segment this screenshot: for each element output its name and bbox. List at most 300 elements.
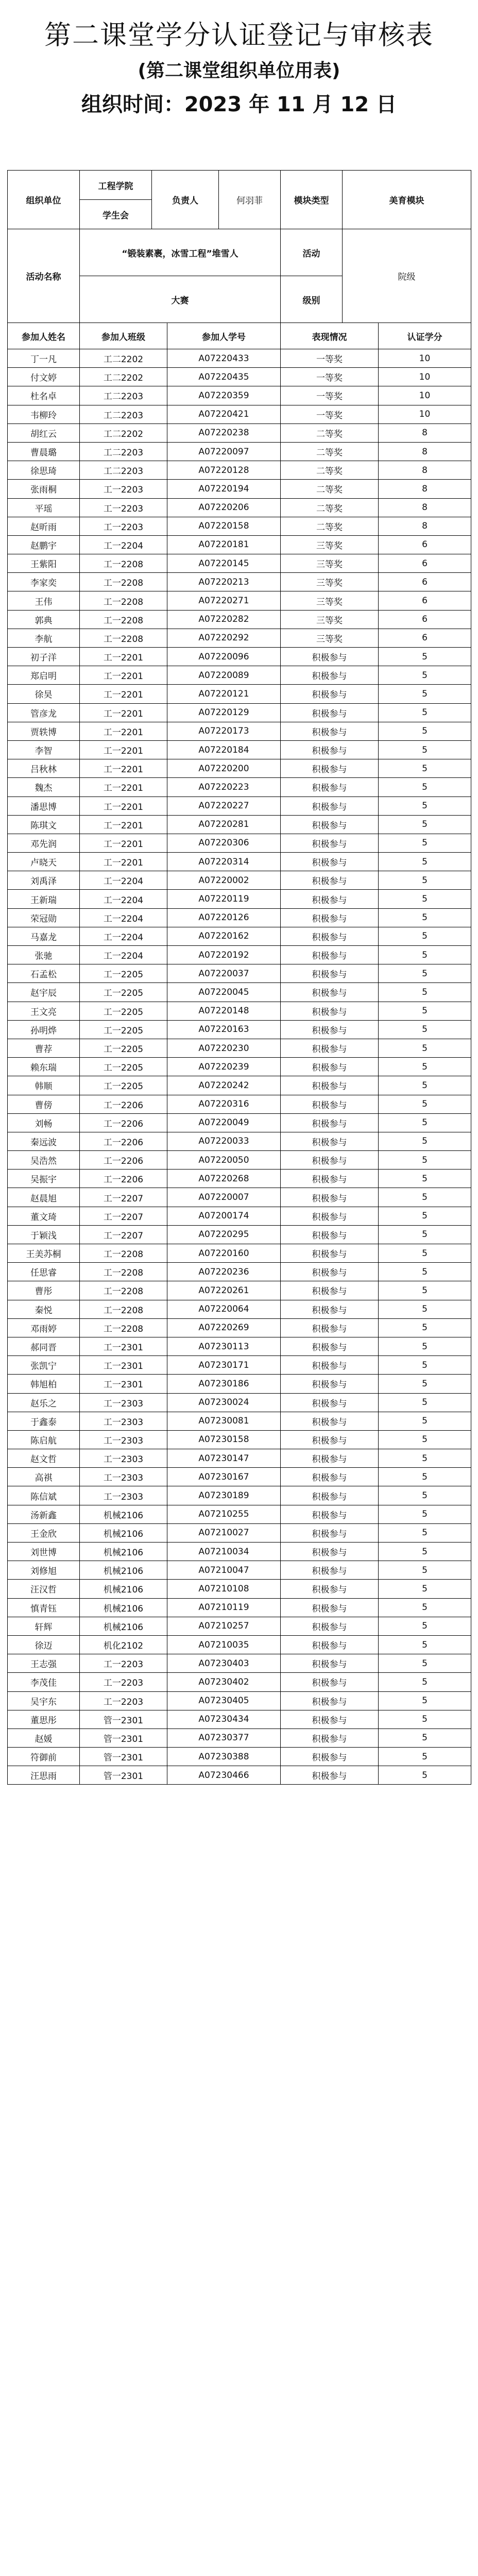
participant-id: A07220281: [167, 815, 281, 834]
table-row: [8, 1207, 471, 1225]
col-credit-header: 认证学分: [379, 323, 471, 349]
participant-performance: 积极参与: [281, 740, 379, 759]
table-row: [8, 1561, 471, 1580]
participant-id: A07230147: [167, 1449, 281, 1468]
participant-name: 孙明烨: [8, 1020, 80, 1039]
participant-class: 工一2204: [80, 946, 167, 964]
participant-credit: 5: [379, 1095, 471, 1113]
table-row: [8, 890, 471, 908]
participant-performance: 积极参与: [281, 796, 379, 815]
participant-name: 王金欣: [8, 1523, 80, 1542]
participant-id: A07220097: [167, 442, 281, 461]
participant-id: A07220037: [167, 964, 281, 983]
participant-credit: 5: [379, 1710, 471, 1728]
participant-name: 卢晓天: [8, 853, 80, 871]
participant-credit: 5: [379, 834, 471, 852]
org-value-1: 工程学院: [80, 171, 152, 200]
table-row: [8, 1002, 471, 1020]
table-row: [8, 1654, 471, 1673]
participant-credit: 5: [379, 946, 471, 964]
participant-class: 工一2201: [80, 778, 167, 796]
participant-id: A07230189: [167, 1486, 281, 1505]
participant-name: 秦悦: [8, 1300, 80, 1318]
participant-id: A07210108: [167, 1580, 281, 1598]
participant-id: A07220033: [167, 1132, 281, 1150]
table-row: [8, 386, 471, 405]
participant-performance: 积极参与: [281, 1617, 379, 1635]
participant-id: A07220007: [167, 1188, 281, 1207]
participant-id: A07210027: [167, 1523, 281, 1542]
participant-name: 曹彤: [8, 1281, 80, 1300]
participant-credit: 6: [379, 535, 471, 554]
participant-id: A07220126: [167, 908, 281, 927]
participant-class: 工一2203: [80, 1654, 167, 1673]
participant-id: A07220213: [167, 573, 281, 591]
leader-label: 负责人: [152, 171, 219, 229]
participant-credit: 5: [379, 1523, 471, 1542]
participant-performance: 积极参与: [281, 1543, 379, 1561]
participant-class: 工一2206: [80, 1132, 167, 1150]
participant-class: 工一2301: [80, 1337, 167, 1355]
participant-credit: 5: [379, 740, 471, 759]
participant-class: 工一2201: [80, 666, 167, 685]
participant-name: 付文婷: [8, 368, 80, 386]
table-row: [8, 1225, 471, 1244]
participant-class: 工一2203: [80, 1691, 167, 1710]
participant-credit: 5: [379, 927, 471, 945]
participant-performance: 积极参与: [281, 1002, 379, 1020]
participant-name: 李家奕: [8, 573, 80, 591]
participant-class: 机械2106: [80, 1543, 167, 1561]
participant-performance: 积极参与: [281, 1468, 379, 1486]
participant-credit: 8: [379, 517, 471, 535]
participant-class: 工一2205: [80, 1020, 167, 1039]
participant-credit: 5: [379, 1468, 471, 1486]
participant-class: 工一2303: [80, 1412, 167, 1430]
participant-id: A07220261: [167, 1281, 281, 1300]
participant-class: 工一2203: [80, 517, 167, 535]
table-row: [8, 554, 471, 573]
participant-performance: 二等奖: [281, 498, 379, 517]
participant-name: 陈信斌: [8, 1486, 80, 1505]
participant-name: 刘修旭: [8, 1561, 80, 1580]
table-row: [8, 1505, 471, 1523]
participant-credit: 5: [379, 1598, 471, 1617]
participant-name: 王志强: [8, 1654, 80, 1673]
participant-id: A07220049: [167, 1113, 281, 1132]
participant-credit: 5: [379, 1673, 471, 1691]
participant-performance: 积极参与: [281, 1598, 379, 1617]
participant-id: A07230167: [167, 1468, 281, 1486]
table-row: [8, 1039, 471, 1057]
participant-performance: 二等奖: [281, 461, 379, 480]
participant-id: A07220316: [167, 1095, 281, 1113]
table-row: [8, 1543, 471, 1561]
participant-name: 赵昕雨: [8, 517, 80, 535]
table-row: [8, 1710, 471, 1728]
participant-name: 董思彤: [8, 1710, 80, 1728]
participant-performance: 积极参与: [281, 1113, 379, 1132]
participant-performance: 积极参与: [281, 1132, 379, 1150]
participant-name: 曹晨璐: [8, 442, 80, 461]
participant-credit: 5: [379, 685, 471, 703]
table-row: [8, 1617, 471, 1635]
participant-class: 工一2206: [80, 1151, 167, 1170]
participant-performance: 积极参与: [281, 1170, 379, 1188]
participant-performance: 积极参与: [281, 1486, 379, 1505]
participant-performance: 积极参与: [281, 1281, 379, 1300]
participant-performance: 积极参与: [281, 1412, 379, 1430]
participant-id: A07220239: [167, 1058, 281, 1076]
participant-credit: 5: [379, 1617, 471, 1635]
participant-id: A07220268: [167, 1170, 281, 1188]
participant-name: 杜名卓: [8, 386, 80, 405]
participant-credit: 5: [379, 1281, 471, 1300]
participant-name: 郭典: [8, 610, 80, 629]
table-row: [8, 1412, 471, 1430]
table-row: [8, 946, 471, 964]
participant-name: 王文亮: [8, 1002, 80, 1020]
participant-performance: 二等奖: [281, 480, 379, 498]
table-row: [8, 1300, 471, 1318]
participant-class: 工一2301: [80, 1356, 167, 1375]
participant-name: 石孟松: [8, 964, 80, 983]
participant-name: 董文琦: [8, 1207, 80, 1225]
participant-id: A07230434: [167, 1710, 281, 1728]
participant-credit: 5: [379, 1654, 471, 1673]
participant-name: 胡红云: [8, 423, 80, 442]
participant-id: A07220096: [167, 648, 281, 666]
participant-name: 陈琪文: [8, 815, 80, 834]
table-row: [8, 685, 471, 703]
participant-name: 韩旭柏: [8, 1375, 80, 1393]
activity-level-label-2: 级别: [281, 276, 343, 323]
participant-id: A07220181: [167, 535, 281, 554]
org-info-table: [7, 170, 471, 229]
participant-credit: 5: [379, 1263, 471, 1281]
participant-credit: 5: [379, 796, 471, 815]
participant-name: 张驰: [8, 946, 80, 964]
participant-name: 李智: [8, 740, 80, 759]
participant-class: 机械2106: [80, 1523, 167, 1542]
participant-performance: 积极参与: [281, 722, 379, 740]
table-row: [8, 1486, 471, 1505]
participant-id: A07220295: [167, 1225, 281, 1244]
participant-performance: 积极参与: [281, 1039, 379, 1057]
table-row: [8, 1691, 471, 1710]
participant-id: A07220129: [167, 703, 281, 722]
participant-class: 工二2203: [80, 461, 167, 480]
participant-credit: 8: [379, 461, 471, 480]
participant-class: 工一2204: [80, 871, 167, 890]
participant-class: 工二2203: [80, 405, 167, 423]
participant-name: 曹荐: [8, 1039, 80, 1057]
participant-class: 工二2202: [80, 423, 167, 442]
participant-credit: 5: [379, 1058, 471, 1076]
table-row: [8, 927, 471, 945]
table-row: [8, 1170, 471, 1188]
participant-class: 工一2203: [80, 480, 167, 498]
participant-credit: 5: [379, 1505, 471, 1523]
participant-class: 工一2207: [80, 1188, 167, 1207]
table-row: [8, 815, 471, 834]
participant-performance: 积极参与: [281, 1673, 379, 1691]
participant-performance: 积极参与: [281, 1580, 379, 1598]
participant-id: A07210255: [167, 1505, 281, 1523]
participant-name: 张雨桐: [8, 480, 80, 498]
participant-credit: 5: [379, 983, 471, 1002]
participant-class: 工二2203: [80, 386, 167, 405]
participant-performance: 一等奖: [281, 386, 379, 405]
participant-credit: 5: [379, 1188, 471, 1207]
participant-id: A07220306: [167, 834, 281, 852]
participant-id: A07230113: [167, 1337, 281, 1355]
participant-class: 工一2206: [80, 1113, 167, 1132]
participant-performance: 积极参与: [281, 908, 379, 927]
participant-credit: 5: [379, 778, 471, 796]
col-performance-header: 表现情况: [281, 323, 379, 349]
participant-credit: 5: [379, 1561, 471, 1580]
participant-id: A07230171: [167, 1356, 281, 1375]
table-row: [8, 517, 471, 535]
participant-performance: 三等奖: [281, 535, 379, 554]
participant-performance: 三等奖: [281, 591, 379, 610]
participant-credit: 5: [379, 1170, 471, 1188]
participant-id: A07220206: [167, 498, 281, 517]
participant-class: 工一2201: [80, 796, 167, 815]
table-row: [8, 871, 471, 890]
participant-class: 工一2203: [80, 498, 167, 517]
participant-performance: 积极参与: [281, 815, 379, 834]
table-row: [8, 648, 471, 666]
participant-credit: 10: [379, 405, 471, 423]
participant-id: A07210257: [167, 1617, 281, 1635]
table-row: [8, 1095, 471, 1113]
participant-credit: 5: [379, 722, 471, 740]
table-row: [8, 629, 471, 647]
participant-name: 汪汉哲: [8, 1580, 80, 1598]
participant-performance: 积极参与: [281, 1430, 379, 1449]
participant-name: 刘禹泽: [8, 871, 80, 890]
participant-name: 汤新鑫: [8, 1505, 80, 1523]
participant-id: A07220282: [167, 610, 281, 629]
table-row: [8, 1728, 471, 1747]
participant-name: 郝同晋: [8, 1337, 80, 1355]
participant-class: 工二2203: [80, 442, 167, 461]
participant-id: A07220192: [167, 946, 281, 964]
participant-performance: 积极参与: [281, 666, 379, 685]
participant-id: A07220128: [167, 461, 281, 480]
table-row: [8, 1635, 471, 1654]
participant-name: 赵鹏宇: [8, 535, 80, 554]
participant-name: 王新瑞: [8, 890, 80, 908]
table-row: [8, 423, 471, 442]
participant-id: A07220119: [167, 890, 281, 908]
participant-class: 工一2208: [80, 1263, 167, 1281]
participant-credit: 5: [379, 1691, 471, 1710]
participant-id: A07220194: [167, 480, 281, 498]
participant-id: A07220238: [167, 423, 281, 442]
table-row: [8, 1523, 471, 1542]
participant-credit: 5: [379, 815, 471, 834]
participant-credit: 10: [379, 386, 471, 405]
participant-class: 工一2204: [80, 927, 167, 945]
participant-class: 工一2201: [80, 815, 167, 834]
participant-credit: 5: [379, 1766, 471, 1785]
participant-performance: 三等奖: [281, 554, 379, 573]
activity-info-table: [7, 229, 471, 323]
participant-name: 李茂佳: [8, 1673, 80, 1691]
participant-credit: 5: [379, 1635, 471, 1654]
participant-name: 陈启航: [8, 1430, 80, 1449]
participant-class: 工一2201: [80, 703, 167, 722]
participant-performance: 积极参与: [281, 1058, 379, 1076]
participant-id: A07230403: [167, 1654, 281, 1673]
participant-credit: 5: [379, 1412, 471, 1430]
participant-name: 赵晨旭: [8, 1188, 80, 1207]
participant-performance: 积极参与: [281, 964, 379, 983]
participant-id: A07220173: [167, 722, 281, 740]
participant-name: 韦柳玲: [8, 405, 80, 423]
participant-id: A07220002: [167, 871, 281, 890]
org-value-2: 学生会: [80, 200, 152, 229]
table-row: [8, 1430, 471, 1449]
participant-name: 秦远波: [8, 1132, 80, 1150]
table-row: [8, 703, 471, 722]
participant-credit: 10: [379, 368, 471, 386]
participant-performance: 积极参与: [281, 1300, 379, 1318]
activity-name-label: 活动名称: [8, 229, 80, 323]
participant-performance: 二等奖: [281, 442, 379, 461]
participant-id: A07200174: [167, 1207, 281, 1225]
participant-id: A07220271: [167, 591, 281, 610]
participant-credit: 5: [379, 1244, 471, 1263]
participant-id: A07220158: [167, 517, 281, 535]
table-row: [8, 591, 471, 610]
table-row: [8, 535, 471, 554]
participant-id: A07220223: [167, 778, 281, 796]
participant-performance: 积极参与: [281, 1393, 379, 1412]
participant-name: 吴振宇: [8, 1170, 80, 1188]
participant-id: A07210119: [167, 1598, 281, 1617]
participant-credit: 5: [379, 908, 471, 927]
participant-name: 郑启明: [8, 666, 80, 685]
participant-credit: 5: [379, 1318, 471, 1337]
participant-id: A07210047: [167, 1561, 281, 1580]
participant-id: A07220064: [167, 1300, 281, 1318]
participant-credit: 5: [379, 853, 471, 871]
table-row: [8, 1337, 471, 1355]
page-subtitle: (第二课堂组织单位用表): [138, 60, 340, 81]
participant-id: A07220121: [167, 685, 281, 703]
table-row: [8, 666, 471, 685]
participant-name: 徐思琦: [8, 461, 80, 480]
participant-id: A07230466: [167, 1766, 281, 1785]
table-row: [8, 1393, 471, 1412]
table-row: [8, 1151, 471, 1170]
participant-credit: 5: [379, 1132, 471, 1150]
participant-performance: 积极参与: [281, 1523, 379, 1542]
participant-credit: 5: [379, 1393, 471, 1412]
participant-id: A07230405: [167, 1691, 281, 1710]
col-class-header: 参加人班级: [80, 323, 167, 349]
activity-name-value-1: “锻装素裹，冰雪工程”堆雪人: [80, 229, 281, 276]
table-row: [8, 1076, 471, 1095]
participant-name: 吕秋林: [8, 759, 80, 778]
participant-performance: 积极参与: [281, 946, 379, 964]
participant-name: 邓先润: [8, 834, 80, 852]
participant-performance: 积极参与: [281, 1020, 379, 1039]
participant-name: 贾轶博: [8, 722, 80, 740]
participant-performance: 二等奖: [281, 423, 379, 442]
participant-credit: 5: [379, 666, 471, 685]
participant-performance: 三等奖: [281, 610, 379, 629]
participant-performance: 积极参与: [281, 1151, 379, 1170]
table-row: [8, 1113, 471, 1132]
participant-name: 轩辉: [8, 1617, 80, 1635]
participant-name: 魏杰: [8, 778, 80, 796]
participant-class: 工一2207: [80, 1207, 167, 1225]
participant-class: 工一2205: [80, 983, 167, 1002]
participant-id: A07220242: [167, 1076, 281, 1095]
participant-id: A07220227: [167, 796, 281, 815]
participant-class: 工一2301: [80, 1375, 167, 1393]
participant-credit: 5: [379, 1207, 471, 1225]
participant-name: 任思睿: [8, 1263, 80, 1281]
participant-performance: 积极参与: [281, 890, 379, 908]
participant-performance: 积极参与: [281, 1318, 379, 1337]
participant-name: 高祺: [8, 1468, 80, 1486]
participant-id: A07220160: [167, 1244, 281, 1263]
participant-id: A07220162: [167, 927, 281, 945]
table-row: [8, 1318, 471, 1337]
table-row: [8, 1188, 471, 1207]
participant-id: A07230402: [167, 1673, 281, 1691]
participant-performance: 积极参与: [281, 1710, 379, 1728]
participant-performance: 积极参与: [281, 703, 379, 722]
participant-id: A07220184: [167, 740, 281, 759]
participant-class: 工一2201: [80, 685, 167, 703]
participant-name: 王紫阳: [8, 554, 80, 573]
table-row: [8, 1020, 471, 1039]
participant-class: 机械2106: [80, 1561, 167, 1580]
participant-id: A07220145: [167, 554, 281, 573]
table-row: [8, 964, 471, 983]
participant-performance: 积极参与: [281, 648, 379, 666]
participant-credit: 5: [379, 890, 471, 908]
participant-class: 工一2206: [80, 1095, 167, 1113]
participant-credit: 6: [379, 591, 471, 610]
participant-class: 工一2206: [80, 1170, 167, 1188]
table-row: [8, 461, 471, 480]
table-row: [8, 573, 471, 591]
participant-class: 机化2102: [80, 1635, 167, 1654]
participant-class: 工一2207: [80, 1225, 167, 1244]
participant-performance: 积极参与: [281, 983, 379, 1002]
participant-credit: 5: [379, 1002, 471, 1020]
participant-credit: 8: [379, 480, 471, 498]
participant-id: A07220292: [167, 629, 281, 647]
participant-credit: 8: [379, 442, 471, 461]
participant-id: A07220050: [167, 1151, 281, 1170]
table-row: [8, 442, 471, 461]
participant-credit: 5: [379, 1356, 471, 1375]
participant-performance: 一等奖: [281, 368, 379, 386]
leader-value: 何羽菲: [219, 171, 281, 229]
table-row: [8, 1244, 471, 1263]
participant-id: A07230186: [167, 1375, 281, 1393]
participant-credit: 5: [379, 1300, 471, 1318]
